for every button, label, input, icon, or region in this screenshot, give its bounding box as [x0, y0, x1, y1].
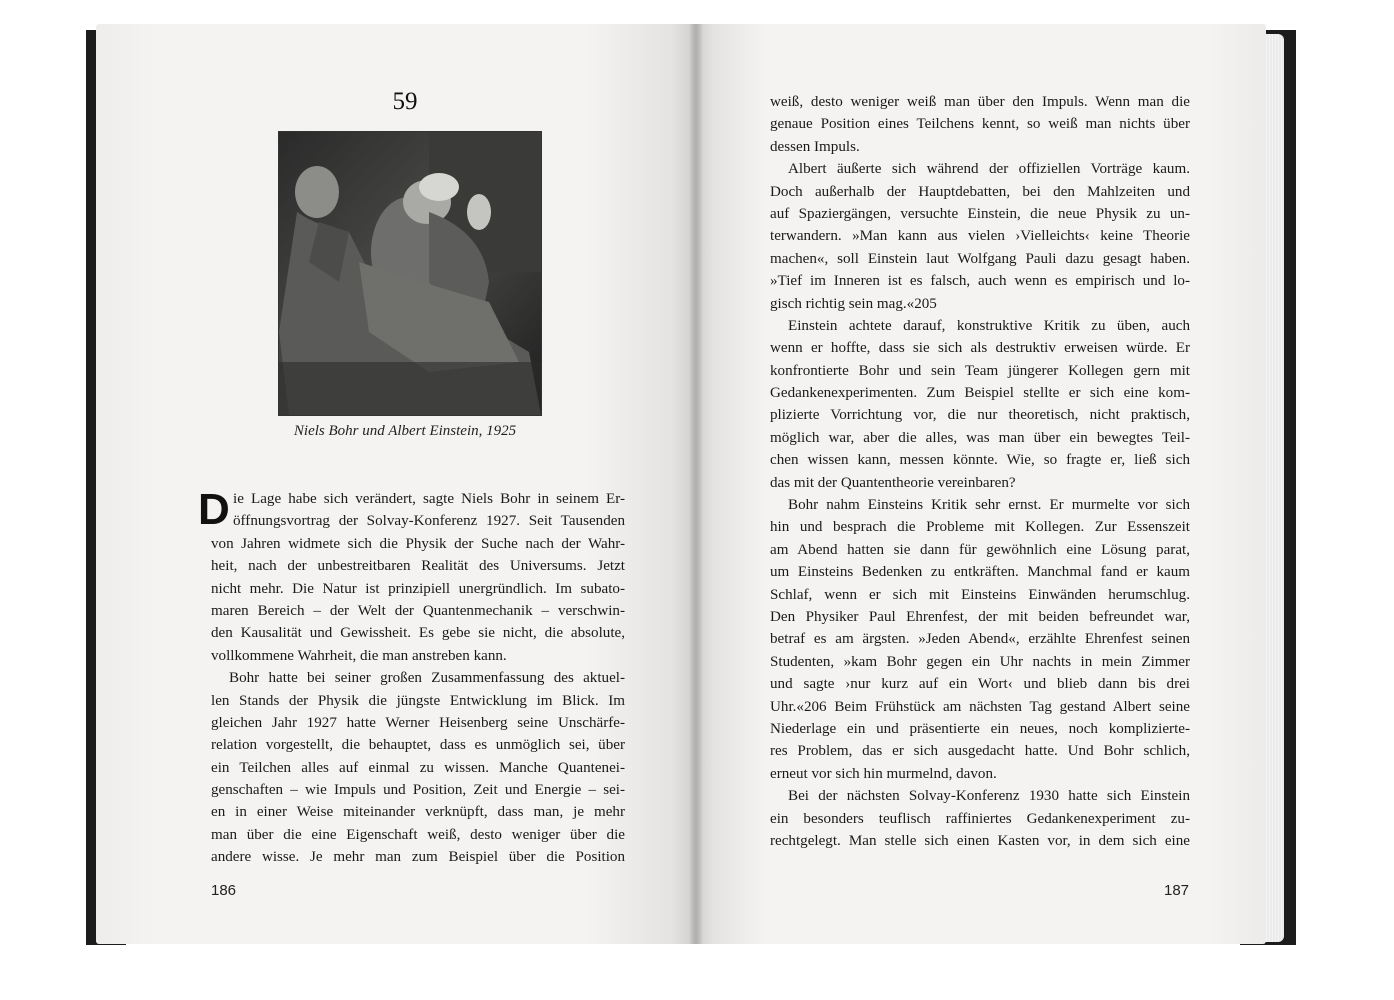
text-line: rechtgelegt. Man stelle sich einen Kasten vor, in dem sich eine — [770, 832, 1190, 849]
right-page-text — [770, 91, 1190, 852]
text-line: um Einsteins Bedenken zu entkräften. Manchmal fand er kaum — [770, 564, 1190, 581]
text-line: und sagte ›nur kurz auf ein Wort‹ und blieb dann bis drei — [770, 676, 1190, 693]
text-line: dessen Impuls. — [770, 138, 860, 155]
text-line: Den Physiker Paul Ehrenfest, der mit beiden befreundet war, — [770, 608, 1190, 625]
text-line: auf Spaziergängen, versuchte Einstein, die neue Physik zu un- — [770, 205, 1190, 222]
text-line: ein besonders teuflisch raffiniertes Gedankenexperiment zu- — [770, 810, 1190, 827]
text-line: betraf es am ärgsten. »Jeden Abend«, erzählte Ehrenfest seinen — [770, 631, 1190, 648]
text-line: chen wissen kann, messen könnte. Wie, so fragte er, ließ sich — [770, 452, 1190, 469]
book-gutter — [690, 24, 702, 944]
photo-caption: Niels Bohr und Albert Einstein, 1925 — [293, 423, 517, 439]
text-line: erneut vor sich hin murmelnd, davon. — [770, 765, 997, 782]
page-number-right: 187 — [1164, 882, 1190, 899]
text-line: gleichen Jahr 1927 hatte Werner Heisenberg seine Unschärfe- — [211, 714, 625, 731]
text-line: »Tief im Inneren ist es falsch, auch wenn es empirisch und lo- — [770, 273, 1190, 290]
text-line: man über die eine Eigenschaft weiß, desto weniger über die — [211, 826, 625, 843]
text-line: len Stands der Physik die jüngste Entwicklung im Blick. Im — [211, 692, 625, 709]
text-line: Uhr.«206 Beim Frühstück am nächsten Tag gestand Albert seine — [770, 698, 1190, 715]
text-line: möglich war, aber die alles, was man über ein bewegtes Teil- — [770, 429, 1190, 446]
text-line: genschaften – wie Impuls und Position, Zeit und Energie – sei- — [211, 782, 625, 799]
text-line: andere wisse. Je mehr man zum Beispiel über die Position — [211, 849, 625, 866]
text-line: nicht mehr. Die Natur ist prinzipiell unergründlich. Im subato- — [211, 580, 625, 597]
text-line: ein Teilchen alles auf einmal zu wissen. Manche Quantenei- — [211, 759, 625, 776]
text-line: res Problem, das er sich ausgedacht hatte. Und Bohr schlich, — [770, 743, 1190, 760]
text-line: heit, nach der unbestreitbaren Realität des Universums. Jetzt — [211, 558, 625, 575]
chapter-number: 59 — [392, 88, 418, 115]
drop-cap: D — [198, 485, 230, 534]
text-line: Gedankenexperimenten. Zum Beispiel stellte er sich eine kom- — [770, 385, 1190, 402]
text-line: Doch außerhalb der Hauptdebatten, bei den Mahlzeiten und — [770, 183, 1190, 200]
text-line: Bohr nahm Einsteins Kritik sehr ernst. Er murmelte vor sich — [788, 497, 1190, 514]
text-line: am Abend hatten sie dann für gewöhnlich eine Lösung parat, — [770, 541, 1190, 558]
text-line: das mit der Quantentheorie vereinbaren? — [770, 474, 1016, 491]
historical-photo — [278, 131, 542, 416]
text-line: weiß, desto weniger weiß man über den Impuls. Wenn man die — [770, 94, 1190, 110]
text-line: plizierte Vorrichtung vor, die nur theoretisch, nicht praktisch, — [770, 407, 1190, 424]
page-number-left: 186 — [211, 882, 237, 899]
text-line: machen«, soll Einstein laut Wolfgang Pauli dazu gesagt haben. — [770, 250, 1190, 267]
text-line: Bei der nächsten Solvay-Konferenz 1930 hatte sich Einstein — [788, 788, 1190, 805]
text-line: relation vorgestellt, die behauptet, dass es unmöglich sei, über — [211, 737, 625, 754]
text-line: Albert äußerte sich während der offiziellen Vorträge kaum. — [788, 161, 1190, 178]
text-line: wenn er hoffte, dass sie sich als destruktiv erweisen würde. Er — [770, 340, 1190, 357]
photo-illustration — [279, 132, 541, 415]
text-line: Studenten, »kam Bohr gegen ein Uhr nachts in mein Zimmer — [770, 653, 1190, 670]
text-line: öffnungsvortrag der Solvay-Konferenz 1927. Seit Tausenden — [233, 513, 625, 530]
text-line: von Jahren widmete sich die Physik der Suche nach der Wahr- — [211, 535, 625, 552]
text-line: genaue Position eines Teilchens kennt, so weiß man nichts über — [770, 116, 1190, 133]
text-line: ie Lage habe sich verändert, sagte Niels Bohr in seinem Er- — [233, 491, 625, 507]
text-line: den Kausalität und Gewissheit. Es gebe sie nicht, die absolute, — [211, 625, 625, 642]
text-line: Bohr hatte bei seiner großen Zusammenfassung des aktuel- — [229, 670, 625, 687]
text-line: gisch richtig sein mag.«205 — [770, 295, 937, 312]
text-line: Einstein achtete darauf, konstruktive Kritik zu üben, auch — [788, 317, 1190, 334]
left-page-text — [211, 488, 625, 869]
text-line: terwandern. »Man kann aus vielen ›Vielleichts‹ keine Theorie — [770, 228, 1190, 245]
text-line: Niederlage ein und präsentierte ein neues, noch komplizierte- — [770, 720, 1190, 737]
text-line: hin und besprach die Probleme mit Kollegen. Zur Essenszeit — [770, 519, 1190, 536]
text-line: konfrontierte Bohr und sein Team jüngerer Kollegen gern mit — [770, 362, 1190, 379]
text-line: Schlaf, wenn er sich mit Einsteins Einwänden herumschlug. — [770, 586, 1190, 603]
text-line: vollkommene Wahrheit, die man anstreben kann. — [211, 647, 507, 664]
text-line: en in einer Weise miteinander verknüpft, dass man, je mehr — [211, 804, 625, 821]
text-line: maren Bereich – der Welt der Quantenmechanik – verschwin- — [211, 602, 625, 619]
